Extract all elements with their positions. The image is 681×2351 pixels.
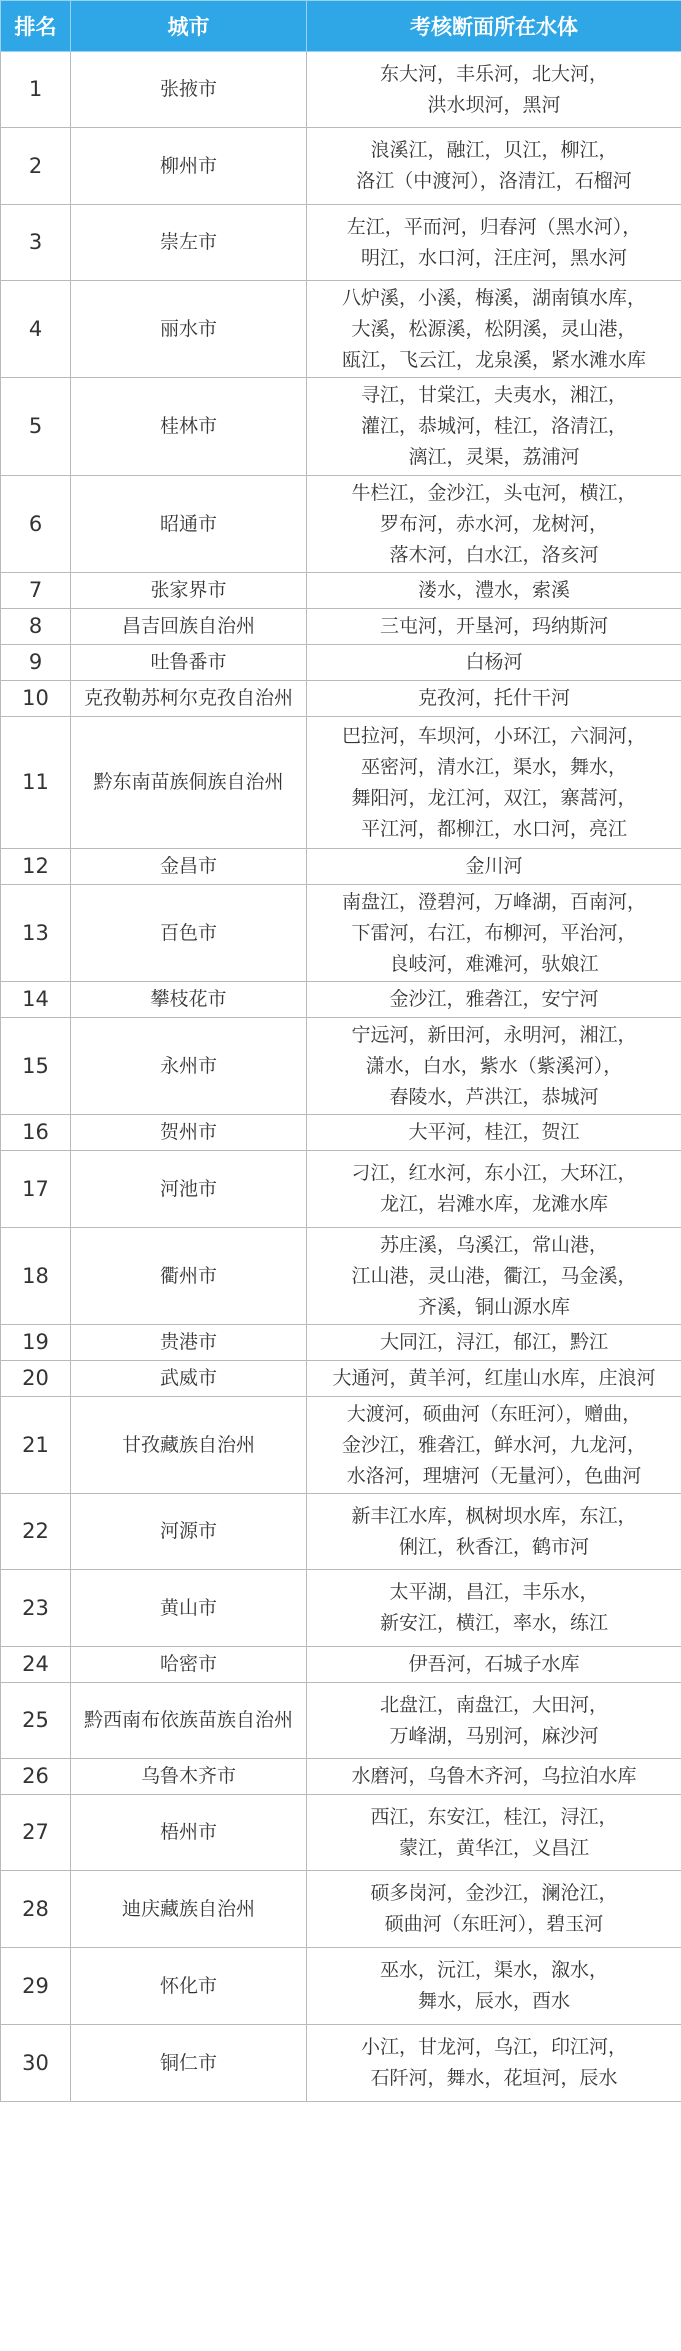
- table-row: [1, 645, 681, 681]
- water-line: 舂陵水，芦洪江，恭城河: [389, 1085, 599, 1108]
- table-row: [1, 1795, 681, 1871]
- water-line: 小江，甘龙河，乌江，印江河，: [360, 2036, 627, 2058]
- rank-cell: 7: [1, 573, 71, 609]
- table-row: [1, 1759, 681, 1795]
- city-cell: 哈密市: [71, 1647, 307, 1683]
- table-row: [1, 476, 681, 573]
- rank-cell: 6: [1, 476, 71, 573]
- water-line: 石阡河，舞水，花垣河，辰水: [370, 2067, 618, 2089]
- water-line: 平江河，都柳江，水口河，亮江: [360, 817, 627, 840]
- rank-cell: 22: [1, 1494, 71, 1570]
- table-row: [1, 885, 681, 982]
- rank-cell: 16: [1, 1115, 71, 1151]
- header-rank: 排名: [1, 1, 71, 52]
- table-row: [1, 128, 681, 205]
- water-line: 漓江，灵渠，荔浦河: [408, 446, 580, 468]
- rank-cell: 14: [1, 982, 71, 1018]
- water-cell: [307, 2025, 681, 2102]
- water-line: 蒙江，黄华江，义昌江: [398, 1836, 589, 1859]
- city-cell: 柳州市: [71, 128, 307, 205]
- water-cell: [307, 1361, 681, 1397]
- water-line: 巴拉河，车坝河，小环江，六洞河，: [341, 724, 646, 747]
- table-row: [1, 1018, 681, 1115]
- table-row: [1, 609, 681, 645]
- water-line: 下雷河，右江，布柳河，平治河，: [351, 921, 637, 944]
- water-cell: [307, 982, 681, 1018]
- water-cell: [307, 573, 681, 609]
- city-cell: 贺州市: [71, 1115, 307, 1151]
- rank-cell: 13: [1, 885, 71, 982]
- city-cell: 铜仁市: [71, 2025, 307, 2102]
- city-cell: 黔东南苗族侗族自治州: [71, 717, 307, 849]
- rank-cell: 30: [1, 2025, 71, 2102]
- rank-cell: 17: [1, 1151, 71, 1228]
- table-row: [1, 1325, 681, 1361]
- water-line: 硕曲河（东旺河），碧玉河: [384, 1913, 604, 1935]
- water-line: 万峰湖，马别河，麻沙河: [389, 1724, 599, 1747]
- water-line: 大溪，松源溪，松阴溪，灵山港，: [351, 317, 637, 340]
- city-cell: 克孜勒苏柯尔克孜自治州: [71, 681, 307, 717]
- city-cell: 昭通市: [71, 476, 307, 573]
- water-line: 刁江，红水河，东小江，大环江，: [351, 1162, 637, 1184]
- rank-cell: 29: [1, 1948, 71, 2025]
- water-line: 牛栏江，金沙江，头屯河，横江，: [351, 481, 637, 504]
- water-line: 金沙江，雅砻江，安宁河: [389, 988, 599, 1010]
- water-line: 水磨河，乌鲁木齐河，乌拉泊水库: [351, 1765, 637, 1787]
- water-line: 齐溪，铜山源水库: [417, 1295, 570, 1318]
- water-cell: [307, 1647, 681, 1683]
- rank-cell: 21: [1, 1397, 71, 1494]
- table-row: [1, 849, 681, 885]
- table-row: [1, 378, 681, 476]
- table-row: [1, 1647, 681, 1683]
- city-cell: 张掖市: [71, 52, 307, 128]
- water-cell: [307, 128, 681, 205]
- rank-cell: 28: [1, 1871, 71, 1948]
- table-row: [1, 205, 681, 281]
- rank-cell: 20: [1, 1361, 71, 1397]
- water-line: 伊吾河，石城子水库: [408, 1653, 580, 1675]
- water-cell: [307, 378, 681, 476]
- water-line: 瓯江，飞云江，龙泉溪，紧水滩水库: [341, 348, 646, 371]
- water-line: 潇水，白水，紫水（紫溪河），: [365, 1054, 623, 1077]
- city-cell: 河源市: [71, 1494, 307, 1570]
- water-cell: [307, 1228, 681, 1325]
- table-row: [1, 717, 681, 849]
- water-cell: [307, 52, 681, 128]
- city-cell: 甘孜藏族自治州: [71, 1397, 307, 1494]
- city-cell: 张家界市: [71, 573, 307, 609]
- city-cell: 昌吉回族自治州: [71, 609, 307, 645]
- table-row: [1, 1570, 681, 1647]
- table-row: [1, 1361, 681, 1397]
- table-row: [1, 1871, 681, 1948]
- city-cell: 百色市: [71, 885, 307, 982]
- city-cell: 黔西南布依族苗族自治州: [71, 1683, 307, 1759]
- water-line: 白杨河: [465, 651, 523, 673]
- water-line: 大平河，桂江，贺江: [408, 1121, 580, 1143]
- rank-cell: 23: [1, 1570, 71, 1647]
- rank-cell: 1: [1, 52, 71, 128]
- rank-cell: 4: [1, 281, 71, 378]
- water-line: 浪溪江，融江，贝江，柳江，: [370, 139, 618, 161]
- water-cell: [307, 1018, 681, 1115]
- rank-cell: 27: [1, 1795, 71, 1871]
- table-row: [1, 1397, 681, 1494]
- water-line: 克孜河，托什干河: [417, 687, 570, 709]
- table-row: [1, 1151, 681, 1228]
- water-cell: [307, 609, 681, 645]
- table-row: [1, 681, 681, 717]
- water-line: 苏庄溪，乌溪江，常山港，: [379, 1233, 608, 1256]
- table-row: [1, 1948, 681, 2025]
- water-cell: [307, 1494, 681, 1570]
- water-cell: [307, 681, 681, 717]
- water-line: 硕多岗河，金沙江，澜沧江，: [370, 1882, 618, 1904]
- table-row: [1, 1683, 681, 1759]
- water-line: 南盘江，澄碧河，万峰湖，百南河，: [341, 890, 646, 913]
- table-row: [1, 281, 681, 378]
- table-row: [1, 1115, 681, 1151]
- water-cell: [307, 645, 681, 681]
- table-row: [1, 1494, 681, 1570]
- rank-cell: 10: [1, 681, 71, 717]
- city-cell: 梧州市: [71, 1795, 307, 1871]
- rank-cell: 2: [1, 128, 71, 205]
- rank-cell: 11: [1, 717, 71, 849]
- water-line: 舞水，辰水，酉水: [417, 1990, 570, 2012]
- rank-cell: 26: [1, 1759, 71, 1795]
- water-line: 巫密河，清水江，渠水，舞水，: [360, 755, 627, 778]
- water-line: 左江，平而河，归春河（黑水河），: [346, 215, 642, 238]
- header-city: 城市: [71, 1, 307, 52]
- water-line: 水洛河，理塘河（无量河），色曲河: [346, 1464, 642, 1487]
- water-line: 明江，水口河，汪庄河，黑水河: [360, 246, 627, 269]
- table-row: [1, 2025, 681, 2102]
- water-cell: [307, 1151, 681, 1228]
- water-line: 洛江（中渡河），洛清江，石榴河: [356, 170, 632, 192]
- rank-cell: 19: [1, 1325, 71, 1361]
- table-row: [1, 52, 681, 128]
- table-row: [1, 573, 681, 609]
- water-cell: [307, 281, 681, 378]
- city-cell: 怀化市: [71, 1948, 307, 2025]
- city-cell: 迪庆藏族自治州: [71, 1871, 307, 1948]
- water-line: 良岐河，难滩河，驮娘江: [389, 952, 599, 975]
- water-line: 灌江，恭城河，桂江，洛清江，: [360, 415, 627, 437]
- city-cell: 武威市: [71, 1361, 307, 1397]
- water-cell: [307, 1795, 681, 1871]
- city-cell: 攀枝花市: [71, 982, 307, 1018]
- water-line: 溇水，澧水，索溪: [417, 579, 570, 601]
- water-cell: [307, 1683, 681, 1759]
- city-cell: 吐鲁番市: [71, 645, 307, 681]
- water-cell: [307, 476, 681, 573]
- city-cell: 桂林市: [71, 378, 307, 476]
- rank-cell: 3: [1, 205, 71, 281]
- water-line: 舞阳河，龙江河，双江，寨蒿河，: [351, 786, 637, 809]
- water-cell: [307, 1948, 681, 2025]
- city-cell: 永州市: [71, 1018, 307, 1115]
- city-cell: 丽水市: [71, 281, 307, 378]
- city-cell: 河池市: [71, 1151, 307, 1228]
- rank-cell: 18: [1, 1228, 71, 1325]
- water-line: 新丰江水库，枫树坝水库，东江，: [351, 1504, 637, 1527]
- water-cell: [307, 1570, 681, 1647]
- water-line: 大通河，黄羊河，红崖山水库，庄浪河: [332, 1367, 656, 1389]
- water-cell: [307, 849, 681, 885]
- water-line: 新安江，横江，率水，练江: [379, 1612, 608, 1634]
- rank-cell: 8: [1, 609, 71, 645]
- water-cell: [307, 205, 681, 281]
- rank-cell: 15: [1, 1018, 71, 1115]
- water-line: 俐江，秋香江，鹤市河: [398, 1535, 589, 1558]
- table-row: [1, 1228, 681, 1325]
- water-line: 三屯河，开垦河，玛纳斯河: [379, 615, 608, 637]
- city-cell: 黄山市: [71, 1570, 307, 1647]
- water-cell: [307, 885, 681, 982]
- water-line: 北盘江，南盘江，大田河，: [379, 1693, 608, 1716]
- water-line: 寻江，甘棠江，夫夷水，湘江，: [360, 384, 627, 406]
- header-water: 考核断面所在水体: [307, 1, 681, 52]
- water-line: 洪水坝河，黑河: [427, 93, 561, 116]
- water-line: 落木河，白水江，洛亥河: [389, 543, 599, 566]
- city-cell: 金昌市: [71, 849, 307, 885]
- rank-cell: 9: [1, 645, 71, 681]
- city-cell: 崇左市: [71, 205, 307, 281]
- city-cell: 衢州市: [71, 1228, 307, 1325]
- rank-cell: 12: [1, 849, 71, 885]
- city-cell: 贵港市: [71, 1325, 307, 1361]
- water-line: 宁远河，新田河，永明河，湘江，: [351, 1023, 637, 1046]
- water-line: 江山港，灵山港，衢江，马金溪，: [351, 1264, 637, 1287]
- water-line: 太平湖，昌江，丰乐水，: [389, 1581, 599, 1603]
- header-row: [1, 1, 681, 52]
- water-line: 西江，东安江，桂江，浔江，: [370, 1805, 618, 1828]
- table-row: [1, 982, 681, 1018]
- water-line: 龙江，岩滩水库，龙滩水库: [379, 1193, 608, 1215]
- city-cell: 乌鲁木齐市: [71, 1759, 307, 1795]
- water-line: 金沙江，雅砻江，鲜水河，九龙河，: [341, 1433, 646, 1456]
- water-cell: [307, 1115, 681, 1151]
- rank-cell: 25: [1, 1683, 71, 1759]
- water-cell: [307, 1397, 681, 1494]
- water-line: 金川河: [465, 855, 523, 877]
- rank-cell: 24: [1, 1647, 71, 1683]
- water-cell: [307, 1325, 681, 1361]
- water-cell: [307, 717, 681, 849]
- water-line: 巫水，沅江，渠水，溆水，: [379, 1959, 608, 1981]
- water-line: 大渡河，硕曲河（东旺河），赠曲，: [346, 1402, 642, 1425]
- water-line: 八炉溪，小溪，梅溪，湖南镇水库，: [341, 286, 646, 309]
- water-line: 罗布河，赤水河，龙树河，: [379, 512, 608, 535]
- water-line: 东大河，丰乐河，北大河，: [379, 62, 608, 85]
- water-line: 大同江，浔江，郁江，黔江: [379, 1331, 608, 1353]
- water-cell: [307, 1871, 681, 1948]
- water-cell: [307, 1759, 681, 1795]
- rank-cell: 5: [1, 378, 71, 476]
